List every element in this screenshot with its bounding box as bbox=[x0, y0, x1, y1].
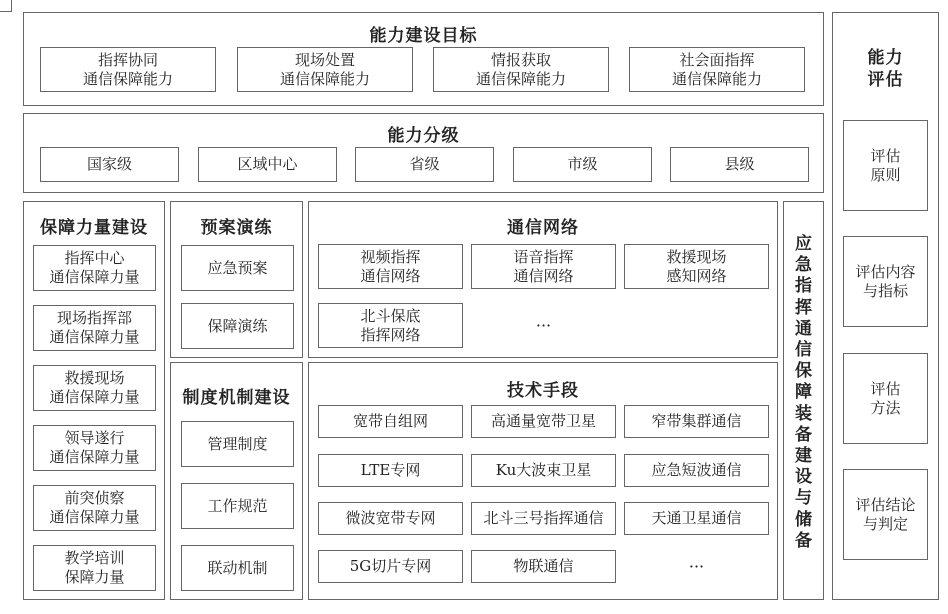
evaluation-item: 评估内容 与指标 bbox=[843, 236, 928, 327]
grade-item: 国家级 bbox=[40, 147, 179, 182]
grading-title: 能力分级 bbox=[387, 126, 460, 146]
network-item: 北斗保底 指挥网络 bbox=[318, 303, 463, 348]
force-item: 救援现场 通信保障力量 bbox=[33, 365, 156, 411]
equipment-panel bbox=[783, 201, 824, 600]
tech-item: Ku大波束卫星 bbox=[471, 454, 616, 487]
evaluation-item: 评估 方法 bbox=[843, 353, 928, 444]
mechanism-item: 管理制度 bbox=[181, 421, 294, 467]
network-item: 救援现场 感知网络 bbox=[624, 244, 769, 289]
plan-title: 预案演练 bbox=[200, 218, 273, 238]
grade-item: 县级 bbox=[670, 147, 809, 182]
force-panel bbox=[23, 201, 165, 600]
tech-item: 应急短波通信 bbox=[624, 454, 769, 487]
network-panel bbox=[308, 201, 778, 358]
evaluation-item: 评估结论 与判定 bbox=[843, 469, 928, 560]
force-item: 教学培训 保障力量 bbox=[33, 545, 156, 591]
goal-item: 情报获取 通信保障能力 bbox=[433, 47, 609, 92]
plan-panel bbox=[170, 201, 303, 358]
grade-item: 市级 bbox=[513, 147, 652, 182]
goals-title: 能力建设目标 bbox=[369, 26, 478, 46]
evaluation-panel bbox=[832, 12, 939, 600]
grading-panel bbox=[23, 113, 824, 193]
tech-title: 技术手段 bbox=[507, 381, 579, 401]
tech-item: 天通卫星通信 bbox=[624, 502, 769, 535]
mechanism-item: 联动机制 bbox=[181, 545, 294, 591]
grade-item: 省级 bbox=[355, 147, 494, 182]
equipment-title: 应急指挥通信保障装备建设与储备 bbox=[795, 234, 812, 551]
force-item: 现场指挥部 通信保障力量 bbox=[33, 305, 156, 351]
mechanism-title: 制度机制建设 bbox=[182, 388, 291, 408]
goal-item: 社会面指挥 通信保障能力 bbox=[629, 47, 805, 92]
network-more: ··· bbox=[535, 316, 552, 335]
network-title: 通信网络 bbox=[507, 218, 579, 238]
goals-panel bbox=[23, 12, 824, 106]
tech-item: 5G切片专网 bbox=[318, 550, 463, 583]
grade-item: 区域中心 bbox=[198, 147, 337, 182]
tech-item: 宽带自组网 bbox=[318, 405, 463, 438]
goal-item: 指挥协同 通信保障能力 bbox=[40, 47, 216, 92]
tech-item: 微波宽带专网 bbox=[318, 502, 463, 535]
goal-item: 现场处置 通信保障能力 bbox=[237, 47, 413, 92]
force-item: 领导遂行 通信保障力量 bbox=[33, 425, 156, 471]
tech-item: 北斗三号指挥通信 bbox=[471, 502, 616, 535]
plan-item: 保障演练 bbox=[181, 303, 294, 349]
tech-more: ··· bbox=[688, 557, 705, 576]
tech-item: 高通量宽带卫星 bbox=[471, 405, 616, 438]
evaluation-item: 评估 原则 bbox=[843, 120, 928, 211]
corner-mark bbox=[0, 0, 12, 12]
mechanism-item: 工作规范 bbox=[181, 483, 294, 529]
force-item: 指挥中心 通信保障力量 bbox=[33, 245, 156, 291]
network-item: 语音指挥 通信网络 bbox=[471, 244, 616, 289]
force-title: 保障力量建设 bbox=[40, 218, 148, 238]
tech-panel bbox=[308, 362, 778, 600]
force-item: 前突侦察 通信保障力量 bbox=[33, 485, 156, 531]
tech-item: LTE专网 bbox=[318, 454, 463, 487]
tech-item: 窄带集群通信 bbox=[624, 405, 769, 438]
tech-item: 物联通信 bbox=[471, 550, 616, 583]
mechanism-panel bbox=[170, 362, 303, 600]
plan-item: 应急预案 bbox=[181, 245, 294, 291]
evaluation-title: 能力 评估 bbox=[867, 48, 904, 90]
network-item: 视频指挥 通信网络 bbox=[318, 244, 463, 289]
